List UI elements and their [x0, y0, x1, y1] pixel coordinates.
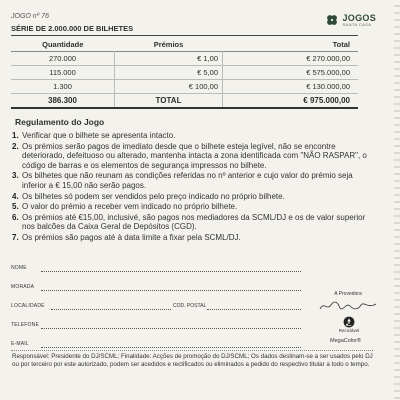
regulamento-title: Regulamento do Jogo — [15, 117, 105, 127]
rule-number: 4. — [12, 191, 19, 201]
rules-list — [12, 131, 374, 244]
signature-mark — [318, 299, 378, 313]
footer-text: Responsável: Presidente do DJ/SCML; Finalidade: Acções de promoção do DJ/SCML; Os dados destinam-se a ser usados pelo DJ ou por terceiro por este autorizado, podem ser acedidos e rectificados ou eliminados a pedido do respectivo titular a todo o tempo. — [12, 353, 373, 368]
cell-premio: € 5,00 — [115, 66, 223, 80]
rule-item — [12, 142, 374, 171]
telefone-label: TELEFONE — [11, 322, 39, 328]
rule-item — [12, 202, 374, 212]
rule-number: 3. — [12, 171, 19, 181]
nome-label: NOME — [11, 265, 27, 271]
ticket-header — [11, 11, 386, 35]
cell-quantidade: 270.000 — [11, 52, 115, 66]
rule-text: Os prémios até €15,00, inclusivé, são pagos nos mediadores da SCML/DJ e os de valor superior nos balcões da Caixa Geral de Depósitos (CGD). — [22, 212, 366, 232]
recycle-icon — [343, 316, 355, 328]
table-row — [11, 52, 358, 66]
cell-premio: € 1,00 — [115, 52, 223, 66]
cell-quantidade: 115.000 — [11, 66, 115, 80]
rule-item — [12, 131, 374, 141]
col-total: Total — [332, 40, 350, 49]
rule-item — [12, 233, 374, 243]
rule-text: Os prémios serão pagos de imediato desde que o bilhete esteja legível, não se encontre deteriorado, defeituoso ou alterado, mantenha intacta a zona identificada com "NÃO RASPAR", o código de barras e os elementos de segurança impressos no bilhete. — [22, 141, 367, 170]
total-quantidade: 386.300 — [11, 94, 115, 109]
prize-table — [11, 38, 358, 109]
localidade-label: LOCALIDADE — [11, 303, 45, 309]
cell-total: € 575.000,00 — [223, 66, 359, 80]
cell-total: € 270.000,00 — [223, 52, 359, 66]
col-premios: Prémios — [153, 40, 184, 49]
rule-item — [12, 192, 374, 202]
jogo-number: JOGO nº 76 — [11, 13, 49, 20]
provedora-block — [318, 291, 378, 313]
cod-postal-line[interactable] — [207, 309, 301, 310]
recycle-label: Reciclável — [338, 328, 360, 333]
morada-line[interactable] — [41, 290, 301, 291]
rule-text: Os bilhetes só podem ser vendidos pelo preço indicado no próprio bilhete. — [22, 191, 285, 201]
nome-line[interactable] — [41, 271, 301, 272]
prize-table-header — [11, 38, 358, 52]
rule-item — [12, 171, 374, 190]
rule-text: O valor do prémio a receber vem indicado no próprio bilhete. — [22, 202, 238, 212]
email-label: E-MAIL — [11, 341, 29, 347]
header-divider — [11, 35, 358, 36]
localidade-field[interactable] — [11, 303, 301, 311]
rule-number: 2. — [12, 141, 19, 151]
cell-total: € 130.000,00 — [223, 80, 359, 94]
table-row — [11, 66, 358, 80]
email-field[interactable] — [11, 341, 301, 349]
telefone-field[interactable] — [11, 322, 301, 330]
brand-logo — [325, 13, 376, 27]
recycle-block — [337, 316, 361, 333]
rule-text: Verificar que o bilhete se apresenta intacto. — [22, 131, 176, 140]
cell-quantidade: 1.300 — [11, 80, 115, 94]
printer-label: MegaColor® — [330, 338, 361, 344]
email-line[interactable] — [41, 347, 301, 348]
morada-field[interactable] — [11, 284, 301, 292]
rule-text: Os prémios são pagos até à data limite a fixar pela SCML/DJ. — [22, 232, 241, 242]
rule-text: Os bilhetes que não reunam as condições referidas no nº anterior e cujo valor do prémio seja inferior a € 15,00 não serão pagos. — [22, 171, 353, 190]
col-quantidade: Quantidade — [42, 40, 84, 49]
perforated-edge — [394, 0, 400, 400]
provedora-label: A Provedora — [334, 291, 362, 297]
table-total-row — [11, 94, 358, 109]
rule-number: 5. — [12, 202, 19, 212]
localidade-line[interactable] — [51, 309, 171, 310]
cod-postal-label: COD. POSTAL — [173, 303, 207, 309]
cell-premio: € 100,00 — [115, 80, 223, 94]
rule-number: 7. — [12, 232, 19, 242]
serie-label: SÉRIE DE 2.000.000 DE BILHETES — [11, 24, 134, 33]
morada-label: MORADA — [11, 284, 35, 290]
brand-sub: SANTA CASA — [342, 21, 372, 27]
clover-icon — [325, 13, 339, 27]
brand-text — [342, 14, 376, 27]
table-row — [11, 80, 358, 94]
winner-form — [11, 265, 311, 360]
brand-name: JOGOS — [342, 12, 376, 23]
rule-number: 1. — [12, 131, 19, 140]
total-label: TOTAL — [115, 94, 223, 109]
nome-field[interactable] — [11, 265, 301, 273]
telefone-line[interactable] — [41, 328, 301, 329]
footer-divider — [11, 350, 373, 351]
rule-number: 6. — [12, 212, 19, 222]
total-value: € 975.000,00 — [223, 94, 359, 109]
rule-item — [12, 213, 374, 232]
